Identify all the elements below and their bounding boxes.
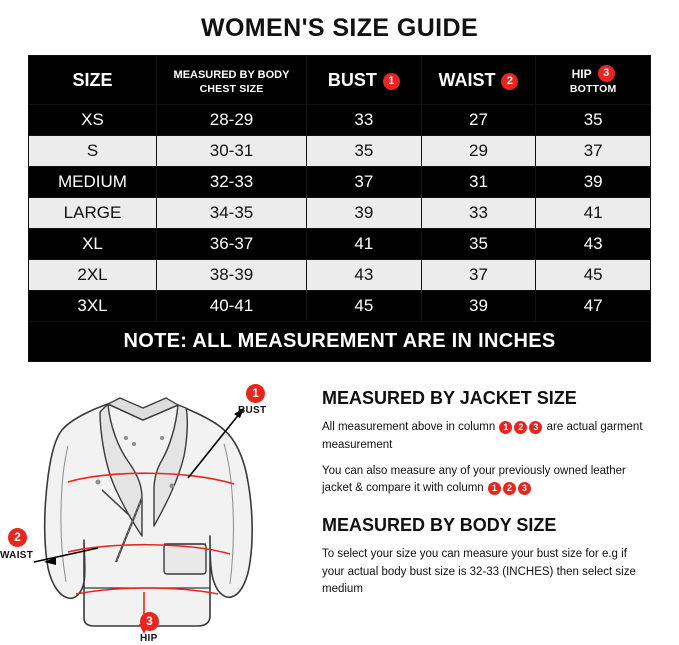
cell-waist: 27 bbox=[421, 105, 536, 136]
jacket-size-heading: MEASURED BY JACKET SIZE bbox=[322, 388, 577, 409]
table-head bbox=[29, 56, 651, 105]
header-size: SIZE bbox=[29, 56, 157, 105]
size-table-container bbox=[28, 55, 651, 362]
badge-hip: 3 bbox=[598, 65, 615, 82]
header-bust: BUST 1 bbox=[307, 56, 422, 105]
cell-size: XL bbox=[29, 229, 157, 260]
cell-hip: 41 bbox=[536, 198, 651, 229]
badge-1-inline-2: 1 bbox=[488, 482, 501, 495]
table-note-row bbox=[29, 322, 651, 362]
body-size-heading: MEASURED BY BODY SIZE bbox=[322, 515, 557, 536]
table-row bbox=[29, 198, 651, 229]
cell-chest: 32-33 bbox=[157, 167, 307, 198]
cell-chest: 36-37 bbox=[157, 229, 307, 260]
info-column bbox=[318, 380, 679, 645]
table-row bbox=[29, 167, 651, 198]
cell-waist: 31 bbox=[421, 167, 536, 198]
page-title: WOMEN'S SIZE GUIDE bbox=[200, 14, 479, 42]
cell-bust: 35 bbox=[307, 136, 422, 167]
table-row bbox=[29, 136, 651, 167]
header-hip: HIP 3 BOTTOM bbox=[536, 56, 651, 105]
lower-section bbox=[0, 362, 679, 645]
cell-bust: 39 bbox=[307, 198, 422, 229]
cell-hip: 39 bbox=[536, 167, 651, 198]
body-size-paragraph: To select your size you can measure your bust size for e.g if your actual body bust size is 32-33 (INCHES) then select size medium bbox=[322, 548, 636, 595]
badge-2-inline-2: 2 bbox=[503, 482, 516, 495]
cell-size: 3XL bbox=[29, 291, 157, 322]
cell-bust: 41 bbox=[307, 229, 422, 260]
cell-chest: 28-29 bbox=[157, 105, 307, 136]
jacket-p1-text-after: are actual garment measurement bbox=[322, 421, 643, 451]
cell-bust: 37 bbox=[307, 167, 422, 198]
badge-bust: 1 bbox=[383, 73, 400, 90]
cell-chest: 30-31 bbox=[157, 136, 307, 167]
header-measured-by-body: MEASURED BY BODY CHEST SIZE bbox=[157, 56, 307, 105]
marker-bust: 1 bbox=[246, 384, 265, 403]
table-row bbox=[29, 260, 651, 291]
jacket-size-paragraph-2 bbox=[322, 463, 651, 498]
cell-chest: 40-41 bbox=[157, 291, 307, 322]
jacket-diagram-column bbox=[0, 380, 318, 645]
cell-hip: 47 bbox=[536, 291, 651, 322]
cell-bust: 45 bbox=[307, 291, 422, 322]
badge-3-inline-2: 3 bbox=[518, 482, 531, 495]
marker-waist: 2 bbox=[8, 528, 27, 547]
cell-size: LARGE bbox=[29, 198, 157, 229]
badge-1-inline: 1 bbox=[499, 421, 512, 434]
jacket-p1-text-before: All measurement above in column bbox=[322, 421, 496, 434]
cell-waist: 39 bbox=[421, 291, 536, 322]
cell-chest: 34-35 bbox=[157, 198, 307, 229]
cell-waist: 35 bbox=[421, 229, 536, 260]
badge-3-inline: 3 bbox=[529, 421, 542, 434]
marker-hip: 3 bbox=[140, 612, 159, 631]
marker-label-hip: HIP bbox=[140, 633, 158, 645]
badge-waist: 2 bbox=[501, 73, 518, 90]
table-row bbox=[29, 229, 651, 260]
jacket-illustration-icon bbox=[38, 386, 268, 641]
cell-bust: 43 bbox=[307, 260, 422, 291]
table-body bbox=[29, 105, 651, 362]
table-header-row bbox=[29, 56, 651, 105]
table-row bbox=[29, 291, 651, 322]
cell-waist: 33 bbox=[421, 198, 536, 229]
cell-hip: 35 bbox=[536, 105, 651, 136]
cell-waist: 29 bbox=[421, 136, 536, 167]
header-waist: WAIST 2 bbox=[421, 56, 536, 105]
cell-size: S bbox=[29, 136, 157, 167]
cell-hip: 45 bbox=[536, 260, 651, 291]
cell-hip: 43 bbox=[536, 229, 651, 260]
cell-size: XS bbox=[29, 105, 157, 136]
jacket-size-paragraph-1 bbox=[322, 419, 651, 454]
cell-chest: 38-39 bbox=[157, 260, 307, 291]
jacket-diagram bbox=[0, 380, 318, 645]
table-row bbox=[29, 105, 651, 136]
cell-size: MEDIUM bbox=[29, 167, 157, 198]
cell-hip: 37 bbox=[536, 136, 651, 167]
measurement-note: NOTE: ALL MEASUREMENT ARE IN INCHES bbox=[29, 322, 651, 362]
cell-bust: 33 bbox=[307, 105, 422, 136]
jacket-p2-text-before: You can also measure any of your previously owned leather jacket & compare it with column bbox=[322, 464, 626, 495]
cell-size: 2XL bbox=[29, 260, 157, 291]
cell-waist: 37 bbox=[421, 260, 536, 291]
size-table bbox=[28, 55, 651, 362]
marker-label-waist: WAIST bbox=[0, 550, 34, 562]
badge-2-inline: 2 bbox=[514, 421, 527, 434]
marker-label-bust: BUST bbox=[238, 405, 267, 417]
